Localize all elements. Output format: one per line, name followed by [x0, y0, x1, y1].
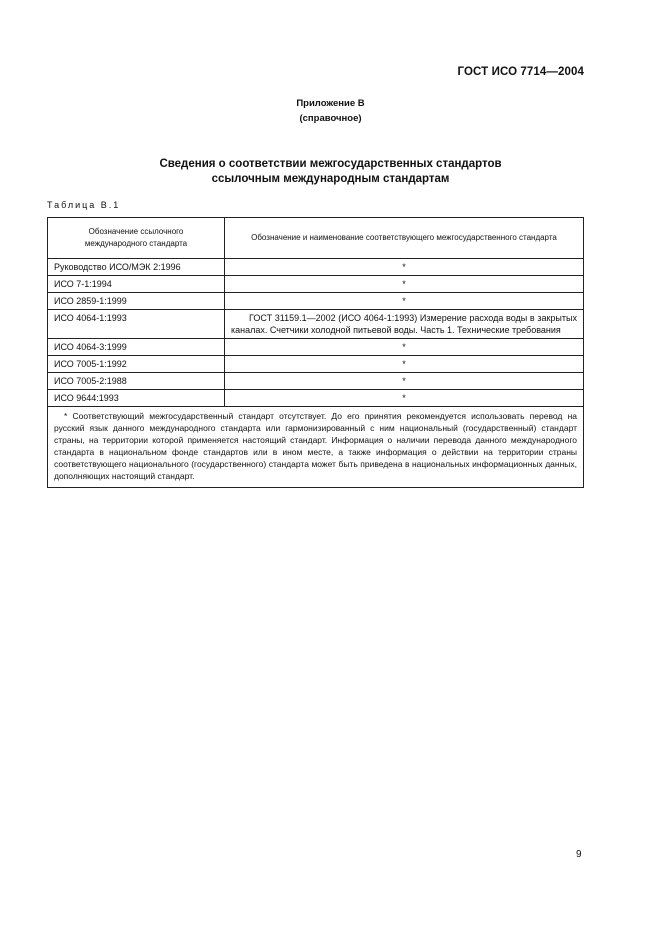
table-row [48, 373, 584, 390]
reference-standard-cell: ИСО 7005-1:1992 [48, 356, 225, 373]
section-title [0, 157, 661, 187]
corresponding-standard-cell: * [225, 276, 584, 293]
annex-heading [0, 96, 661, 126]
table-caption: Таблица В.1 [47, 200, 121, 210]
annex-title: Приложение В [296, 98, 365, 109]
document-code: ГОСТ ИСО 7714—2004 [457, 66, 584, 78]
corresponding-standard-cell: * [225, 390, 584, 407]
corresponding-standard-cell: * [225, 259, 584, 276]
table-row [48, 390, 584, 407]
table-header-row [48, 218, 584, 259]
column-header-reference-line-1: Обозначение ссылочного [88, 227, 184, 236]
annex-note: (справочное) [299, 113, 362, 124]
table-row [48, 339, 584, 356]
corresponding-standard-cell: * [225, 356, 584, 373]
table-row [48, 276, 584, 293]
corresponding-standard-cell: * [225, 339, 584, 356]
reference-standard-cell: ИСО 7-1:1994 [48, 276, 225, 293]
table-footnote: * Соответствующий межгосударственный стандарт отсутствует. До его принятия рекомендуется использовать перевод на русский язык данного международного стандарта или гармонизированный с ним национальный (государственный) стандарт страны, на территории которой применяется настоящий стандарт. Информация о наличии перевода данного международного стандарта в национальном фонде стандартов или в ином месте, а также информация о действии на территории страны соответствующего национального (государственного) стандарта может быть приведена в национальных информационных данных, дополняющих настоящий стандарт. [48, 407, 584, 488]
table-row [48, 310, 584, 339]
reference-standard-cell: ИСО 4064-3:1999 [48, 339, 225, 356]
corresponding-standard-cell: ГОСТ 31159.1—2002 (ИСО 4064-1:1993) Измерение расхода воды в закрытых каналах. Счетчики холодной питьевой воды. Часть 1. Технические требования [225, 310, 584, 339]
table-row [48, 356, 584, 373]
reference-standard-cell: ИСО 7005-2:1988 [48, 373, 225, 390]
column-header-reference [48, 218, 225, 259]
section-title-line-2: ссылочным международным стандартам [211, 173, 450, 185]
reference-standard-cell: ИСО 9644:1993 [48, 390, 225, 407]
section-title-line-1: Сведения о соответствии межгосударственных стандартов [159, 158, 502, 170]
correspondence-table [47, 217, 584, 488]
column-header-reference-line-2: международного стандарта [84, 239, 188, 248]
reference-standard-cell: ИСО 4064-1:1993 [48, 310, 225, 339]
corresponding-standard-cell: * [225, 373, 584, 390]
table-footnote-row [48, 407, 584, 488]
reference-standard-cell: Руководство ИСО/МЭК 2:1996 [48, 259, 225, 276]
reference-standard-cell: ИСО 2859-1:1999 [48, 293, 225, 310]
table-row [48, 293, 584, 310]
column-header-corresponding: Обозначение и наименование соответствующего межгосударственного стандарта [225, 218, 584, 259]
corresponding-standard-cell: * [225, 293, 584, 310]
table-row [48, 259, 584, 276]
page-number: 9 [576, 849, 582, 860]
